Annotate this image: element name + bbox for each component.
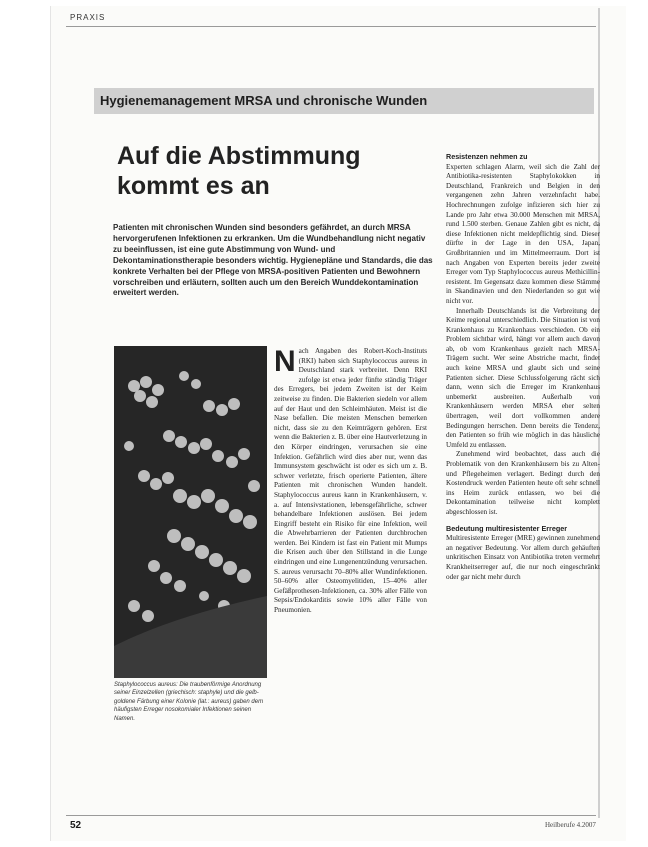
article-headline xyxy=(117,141,417,201)
page-number: 52 xyxy=(70,820,82,831)
subhead-resistenzen: Resistenzen nehmen zu xyxy=(446,152,528,161)
headline-line-2: kommt es an xyxy=(117,172,270,200)
article-column-2 xyxy=(274,347,427,616)
drop-cap: N xyxy=(274,345,296,378)
footer-rule xyxy=(66,815,596,816)
photo-caption: Staphylococcus aureus: Die traubenförmige Anordnung seiner Einzelzellen (griechisch: staphyle) und die gelb-goldene Färbung einer Kolonie (lat.: aureus) gaben dem häufigsten Erreger nosokomialer Infektionen seinen Namen. xyxy=(114,682,264,722)
column-3-paragraph-3: Zunehmend wird beobachtet, dass auch die Problematik von den Krankenhäusern bis zu Alten- und Pflegeheimen verlagert. Bedingt durch den Kostendruck werden Patienten heute oft sehr schnell ins Heim zurück entlassen, wo bei die Dekontamination teilweise nicht komplett abgeschlossen ist. xyxy=(446,450,600,516)
staphylococcus-image xyxy=(114,346,267,678)
column-3-paragraph-1: Experten schlagen Alarm, weil sich die Zahl der Antibiotika-resistenten Staphylokokken in Deutschland, Frankreich und Belgien in den vergangenen zehn Jahren verzehnfacht habe. Hochrechnungen zufolge infizieren sich hier zu Lande pro Jahr etwa 30.000 Menschen mit MRSA, rund 1.500 sterben. Genaue Zahlen gibt es nicht, da diese Infektionen nicht meldepflichtig sind. Dieser dürfte in der Lage in den USA, Japan, Großbritannien und im Mittelmeerraum. Dort ist nach Angaben von Experten bereits jeder zweite Erreger vom Typ Staphylococcus aureus Methicillin-resistent. Im Gegensatz dazu kommen diese Stämme in Skandinavien und den Niederlanden so gut wie nicht vor. xyxy=(446,162,600,305)
subhead-bedeutung: Bedeutung multiresistenter Erreger xyxy=(446,523,568,533)
section-label: PRAXIS xyxy=(70,13,106,22)
column-3-paragraph-4: Multiresistente Erreger (MRE) gewinnen zunehmend an negativer Bedeutung. Vor allem durch gehäuften unkritischen Einsatz von Antibiotika treten vermehrt Krankheitserreger auf, die nur noch eingeschränkt oder gar nicht mehr durch xyxy=(446,534,600,581)
topic-banner-title: Hygienemanagement MRSA und chronische Wunden xyxy=(100,93,428,108)
headline-line-1: Auf die Abstimmung xyxy=(117,142,361,170)
bacteria-photo xyxy=(114,346,267,678)
journal-issue: Heilberufe 4.2007 xyxy=(545,821,596,829)
column-3-paragraph-2: Innerhalb Deutschlands ist die Verbreitung der Keime regional unterschiedlich. Die Situation ist von Krankenhaus zu Krankenhaus verschieden. Ob ein Problem sichtbar wird, hängt vor allem auch davon ab, ob vom Krankenhaus gezielt nach MRSA-Trägern sucht. Wer seine Abstriche macht, findet auch keine MRSA und glaubt sich und seine Patienten sicher. Diese Schlussfolgerung rächt sich dann, wenn sich die Erreger im Krankenhaus unbemerkt ausbreiten. Außerhalb von Krankenhäusern werden MRSA eher selten übertragen, weil dort vollkommen andere Bedingungen herrschen. Denn bereits die Tendenz, den Patienten so früh wie möglich in das häusliche Umfeld zu entlassen. xyxy=(446,306,600,449)
header-rule xyxy=(66,26,596,27)
article-lead: Patienten mit chronischen Wunden sind besonders gefährdet, an durch MRSA hervorgerufenen Infektionen zu erkranken. Um die Wundbehandlung nicht negativ zu beeinflussen, ist eine gute Abstimmung von Wund- und Dekontaminationstherapie besonders wichtig. Hygienepläne und Standards, die das konkrete Verhalten bei der Pflege von MRSA-positiven Patienten und Bewohnern vorschreiben und erläutern, sollten auch um den Bereich Wunddekontamination erweitert werden. xyxy=(113,223,433,298)
article-column-3 xyxy=(446,150,600,582)
column-2-text: ach Angaben des Robert-Koch-Instituts (RKI) haben sich Staphylococcus aureus in Deutschland stark verbreitet. Denn RKI zufolge ist etwa jeder fünfte ständig Träger des Erregers, bei jedem Zweiten ist der Keim zeitweise zu finden. Die Bakterien siedeln vor allem auf der Haut und den Schleimhäuten. Meist ist die Nase befallen. Die meisten Menschen bemerken nicht, dass sie zu den Keimträgern gehören. Erst wenn die Bakterien z. B. über eine Hautverletzung in den Körper eindringen, verursachen sie eine Infektion. Gefährlich wird dies aber nur, wenn das Immunsystem geschwächt ist oder es sich um z. B. schwer verletzte, frisch operierte Patienten, ältere Patienten mit chronischen Wunden handelt. Staphylococcus aureus kann in Krankenhäusern, v. a. auf Intensivstationen, lebensgefährliche, schwer behandelbare Infektionen auslösen. Bei jedem Eingriff besteht ein Risiko für eine Infektion, weil die Abwehrbarrieren der Patienten durchbrochen werden. Bei Kindern ist fast ein Patient mit Mumps die Krisen auch über den Stillstand in die Lunge eindringen und eine Lungenentzündung verursachen. S. aureus verursacht 70–80% aller Wundinfektionen. 50–60% aller Osteomyelitiden, 15–40% aller Gefäßprothesen-Infektionen, ca. 30% aller Fälle von Sepsis/Endokarditis sowie 10% aller Fälle von Pneumonien. xyxy=(274,347,427,615)
